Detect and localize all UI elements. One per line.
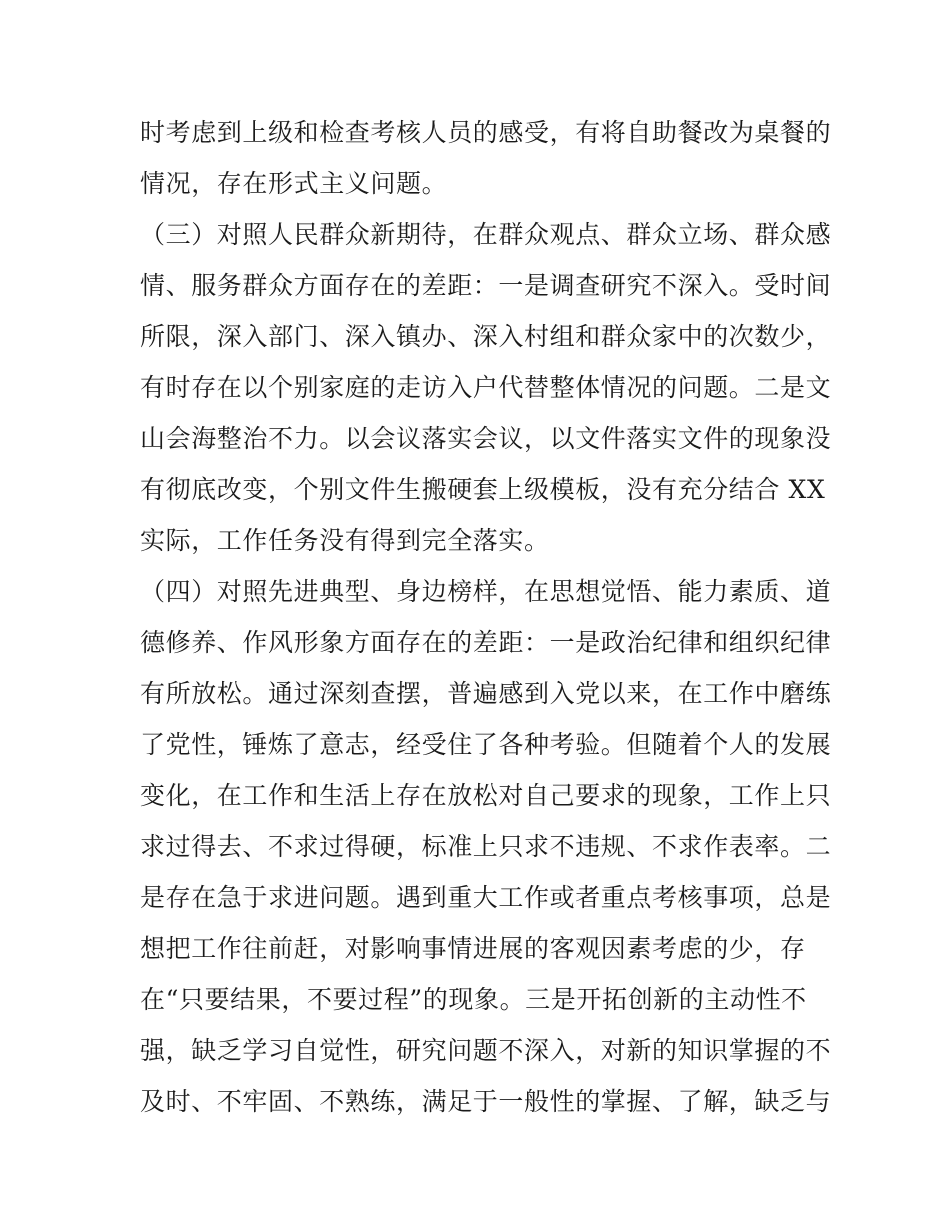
text-line: 德修养、作风形象方面存在的差距：一是政治纪律和组织纪律 <box>140 628 832 657</box>
text-line: 时考虑到上级和检查考核人员的感受，有将自助餐改为桌餐的 <box>140 118 832 147</box>
text-line: 是存在急于求进问题。遇到重大工作或者重点考核事项，总是 <box>140 883 832 912</box>
text-line: 实际，工作任务没有得到完全落实。 <box>140 526 550 555</box>
section-heading-line: （四）对照先进典型、身边榜样，在思想觉悟、能力素质、道 <box>140 577 832 606</box>
text-line: 了党性，锤炼了意志，经受住了各种考验。但随着个人的发展 <box>140 730 832 759</box>
text-line: 情况，存在形式主义问题。 <box>140 169 448 198</box>
text-line: 所限，深入部门、深入镇办、深入村组和群众家中的次数少， <box>140 322 832 351</box>
text-line: 在“只要结果，不要过程”的现象。三是开拓创新的主动性不 <box>140 985 807 1014</box>
text-line: 有所放松。通过深刻查摆，普遍感到入党以来，在工作中磨练 <box>140 679 832 708</box>
text-line: 情、服务群众方面存在的差距：一是调查研究不深入。受时间 <box>140 271 832 300</box>
text-line: 有彻底改变，个别文件生搬硬套上级模板，没有充分结合 XX <box>140 475 826 504</box>
text-line: 山会海整治不力。以会议落实会议，以文件落实文件的现象没 <box>140 424 832 453</box>
text-line: 有时存在以个别家庭的走访入户代替整体情况的问题。二是文 <box>140 373 832 402</box>
text-line: 求过得去、不求过得硬，标准上只求不违规、不求作表率。二 <box>140 832 832 861</box>
text-line: 想把工作往前赶，对影响事情进展的客观因素考虑的少，存 <box>140 934 806 963</box>
section-heading-line: （三）对照人民群众新期待，在群众观点、群众立场、群众感 <box>140 220 832 249</box>
document-body <box>140 107 830 1127</box>
text-line: 变化，在工作和生活上存在放松对自己要求的现象，工作上只 <box>140 781 832 810</box>
text-line: 及时、不牢固、不熟练，满足于一般性的掌握、了解，缺乏与 <box>140 1087 832 1116</box>
text-line: 强，缺乏学习自觉性，研究问题不深入，对新的知识掌握的不 <box>140 1036 832 1065</box>
